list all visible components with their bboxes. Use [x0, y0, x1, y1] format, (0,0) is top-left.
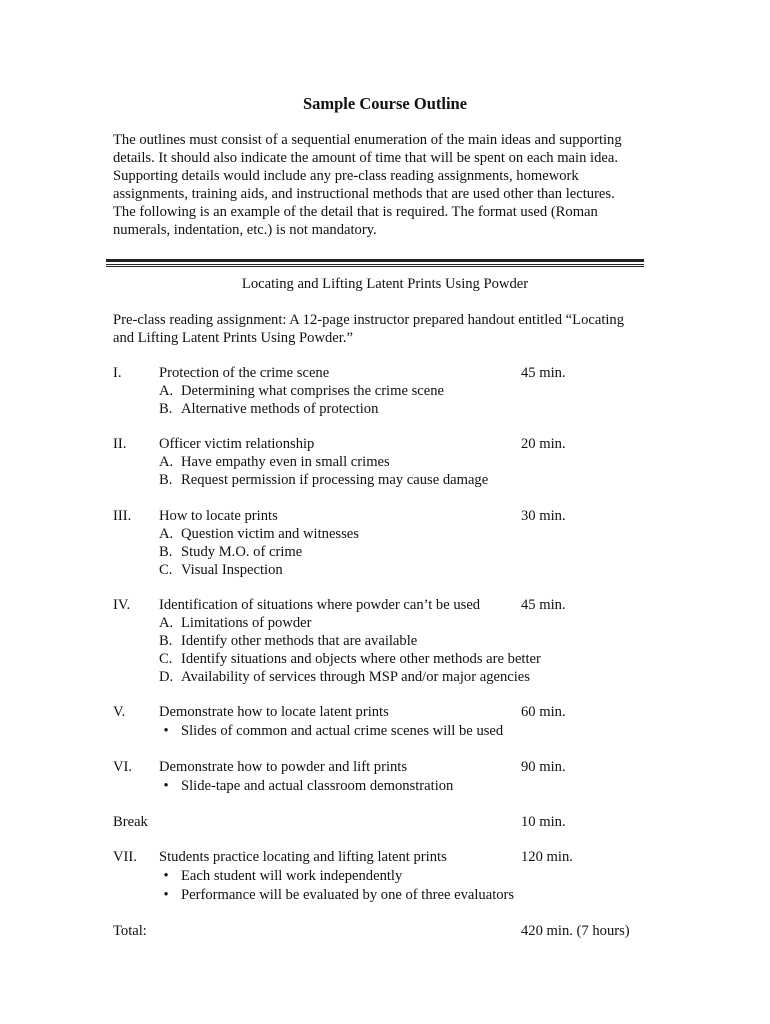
subitem-text: Availability of services through MSP and/or major agencies [181, 669, 530, 685]
prereq-line: and Lifting Latent Prints Using Powder.” [113, 330, 353, 346]
section-title: Protection of the crime scene [159, 365, 330, 381]
section-title: Demonstrate how to locate latent prints [159, 704, 389, 720]
bullet-marker: • [163, 723, 169, 739]
section-number: VII. [113, 849, 137, 865]
intro-line: The following is an example of the detail that is required. The format used (Roman [113, 203, 598, 220]
subitem-text: Have empathy even in small crimes [181, 454, 390, 470]
subitem-marker: C. [159, 651, 173, 667]
divider-thin [106, 264, 644, 265]
subitem-text: Request permission if processing may cause damage [181, 472, 489, 488]
section-title: Demonstrate how to powder and lift prints [159, 759, 408, 775]
bullet-marker: • [163, 778, 169, 794]
section-time: 120 min. [521, 849, 573, 865]
intro-line: Supporting details would include any pre-class reading assignments, homework [113, 167, 579, 184]
break-label: Break [113, 814, 148, 830]
subitem-text: Determining what comprises the crime scene [181, 383, 445, 399]
divider-thick [106, 259, 644, 262]
intro-line: The outlines must consist of a sequential enumeration of the main ideas and supporting [113, 132, 622, 148]
section-time: 20 min. [521, 436, 566, 452]
section-title: Students practice locating and lifting latent prints [159, 849, 447, 865]
subitem-text: Performance will be evaluated by one of three evaluators [181, 887, 515, 903]
section-number: IV. [113, 597, 131, 613]
section-title: How to locate prints [159, 508, 278, 524]
subitem-marker: B. [159, 633, 173, 649]
section-time: 60 min. [521, 704, 566, 720]
section-time: 90 min. [521, 759, 566, 775]
intro-paragraph [113, 132, 653, 239]
section-time: 30 min. [521, 508, 566, 524]
section-time: 45 min. [521, 365, 566, 381]
subitem-marker: A. [159, 454, 174, 470]
section-number: I. [113, 365, 122, 381]
break-time: 10 min. [521, 814, 566, 830]
subitem-marker: B. [159, 472, 173, 488]
subitem-marker: A. [159, 615, 174, 631]
subitem-text: Identify situations and objects where other methods are better [181, 651, 541, 667]
total-time: 420 min. (7 hours) [521, 923, 630, 939]
section-title: Identification of situations where powder can’t be used [159, 597, 481, 613]
intro-line: details. It should also indicate the amount of time that will be spent on each main idea. [113, 149, 618, 166]
subitem-text: Limitations of powder [181, 615, 312, 631]
section-title: Officer victim relationship [159, 436, 315, 452]
bullet-marker: • [163, 868, 169, 884]
section-number: III. [113, 508, 132, 524]
subitem-text: Each student will work independently [181, 868, 403, 884]
subitem-marker: D. [159, 669, 174, 685]
subitem-text: Slides of common and actual crime scenes will be used [181, 723, 504, 739]
subitem-marker: A. [159, 526, 174, 542]
prereq-line: Pre-class reading assignment: A 12-page instructor prepared handout entitled “Locating [113, 312, 625, 328]
section-time: 45 min. [521, 597, 566, 613]
prereq-paragraph [113, 311, 624, 347]
section-number: VI. [113, 759, 133, 775]
outline-subtitle: Locating and Lifting Latent Prints Using Powder [241, 276, 529, 292]
intro-line: numerals, indentation, etc.) is not mandatory. [113, 221, 377, 238]
subitem-text: Slide-tape and actual classroom demonstration [181, 778, 454, 794]
total-label: Total: [113, 923, 147, 939]
subitem-marker: A. [159, 383, 174, 399]
subitem-text: Study M.O. of crime [181, 544, 303, 560]
bullet-marker: • [163, 887, 169, 903]
subitem-text: Question victim and witnesses [181, 526, 359, 542]
subitem-marker: C. [159, 562, 173, 578]
subitem-marker: B. [159, 544, 173, 560]
section-number: II. [113, 436, 127, 452]
document-title: Sample Course Outline [302, 94, 468, 113]
subitem-marker: B. [159, 401, 173, 417]
section-number: V. [113, 704, 126, 720]
divider-thin [106, 266, 644, 267]
subitem-text: Visual Inspection [181, 562, 283, 578]
intro-line: assignments, training aids, and instructional methods that are used other than lectures. [113, 185, 615, 202]
subitem-text: Identify other methods that are available [181, 633, 418, 649]
subitem-text: Alternative methods of protection [181, 401, 379, 417]
